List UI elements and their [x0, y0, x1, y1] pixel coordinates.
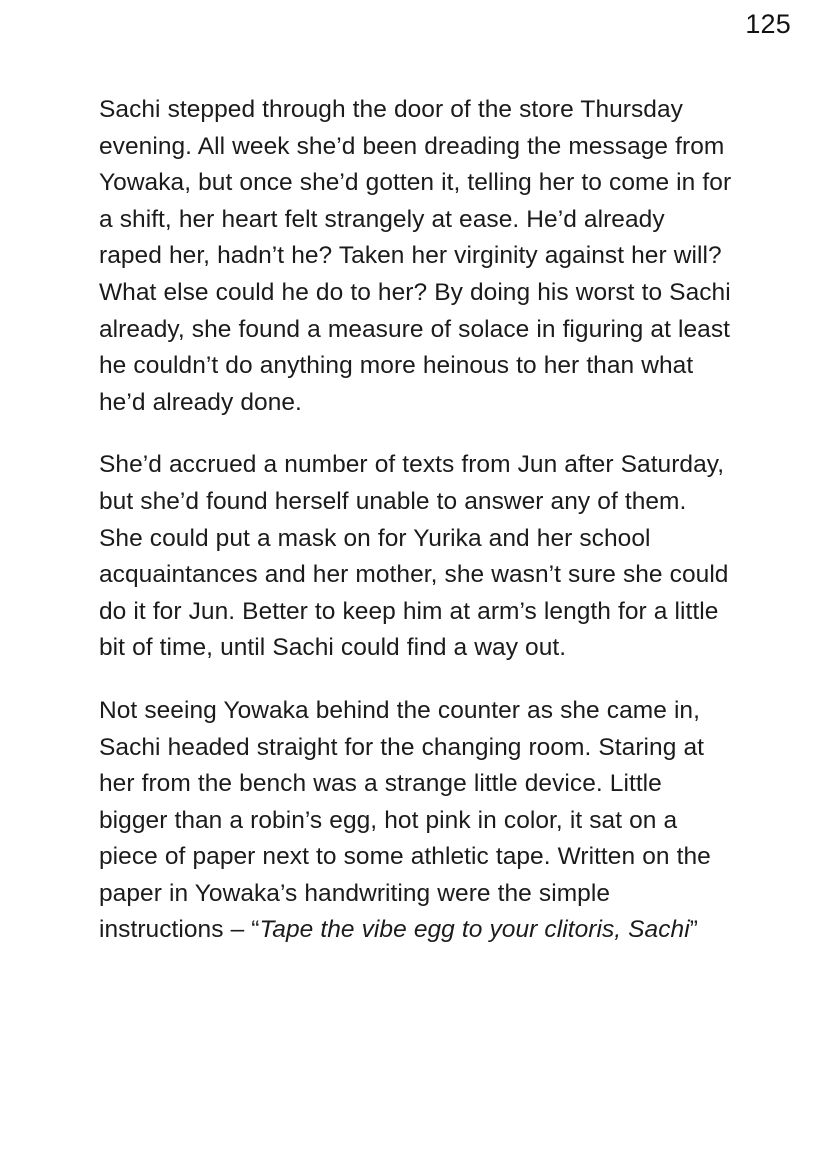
- page-number: 125: [745, 9, 791, 39]
- body-text-column: [99, 92, 733, 949]
- paragraph-2: She’d accrued a number of texts from Jun after Saturday, but she’d found herself unable to answer any of them. She could put a mask on for Yurika and her school acquaintances and her mother, she wasn’t sure she could do it for Jun. Better to keep him at arm’s length for a little bit of time, until Sachi could find a way out.: [99, 451, 729, 662]
- paragraph-1: Sachi stepped through the door of the store Thursday evening. All week she’d been dreading the message from Yowaka, but once she’d gotten it, telling her to come in for a shift, her heart felt strangely at ease. He’d already raped her, hadn’t he? Taken her virginity against her will? What else could he do to her? By doing his worst to Sachi already, she found a measure of solace in figuring at least he couldn’t do anything more heinous to her than what he’d already done.: [99, 96, 732, 416]
- paragraph-3-closing-quote: ”: [689, 916, 698, 944]
- paragraph-3-lead-text: Not seeing Yowaka behind the counter as she came in, Sachi headed straight for the changing room. Staring at her from the bench was a strange little device. Little bigger than a robin’s egg, hot pink in color, it sat on a piece of paper next to some athletic tape. Written on the paper in Yowaka’s handwriting were the simple instructions – “: [99, 696, 711, 944]
- paragraph-3-italic-quote: Tape the vibe egg to your clitoris, Sachi: [259, 916, 690, 944]
- paragraph-3: [99, 693, 733, 949]
